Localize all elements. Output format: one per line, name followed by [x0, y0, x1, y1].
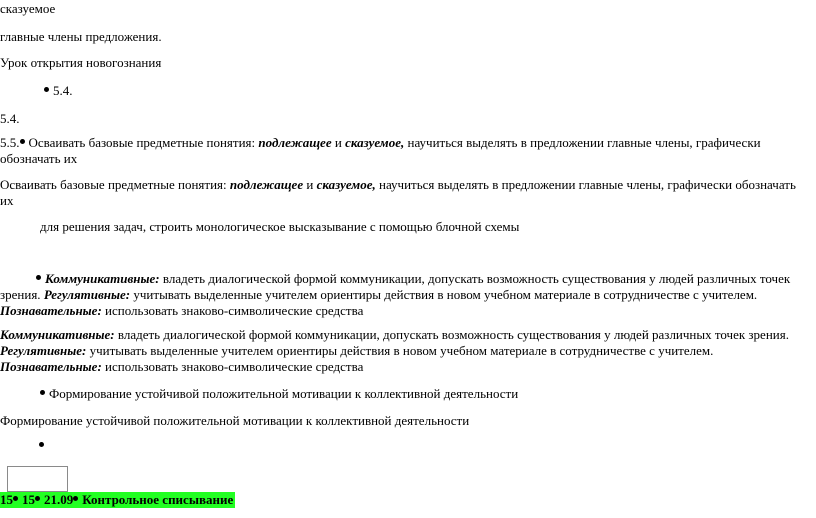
text-line: главные члены предложения. — [0, 29, 162, 44]
term: подлежащее — [258, 135, 332, 150]
lesson-type: Урок открытия новогознания — [0, 55, 162, 70]
para-text: Осваивать базовые предметные понятия: — [28, 135, 259, 150]
para-text: владеть диалогической формой коммуникации, допускать возможность существования у людей различных точек зрения. — [0, 271, 791, 302]
bullet-icon — [73, 496, 78, 501]
heading-regulative: Регулятивные: — [43, 287, 131, 302]
text-line: сказуемое — [0, 1, 56, 16]
term: сказуемое, — [345, 135, 405, 150]
para-text: учитывать выделенные учителем ориентиры действия в новом учебном материале в сотрудничестве с учителем. — [86, 343, 714, 358]
bullet-icon — [13, 496, 18, 501]
bullet-text: 5.4. — [53, 83, 73, 98]
bullet-icon — [35, 496, 40, 501]
bullet-icon — [36, 275, 41, 280]
empty-table-cell — [7, 466, 68, 492]
bullet-icon — [40, 390, 45, 395]
lesson-title: Контрольное списывание — [82, 492, 234, 507]
term: сказуемое, — [316, 177, 376, 192]
heading-cognitive: Познавательные: — [0, 303, 102, 318]
heading-communicative: Коммуникативные: — [45, 271, 160, 286]
bullet-icon — [44, 87, 49, 92]
heading-regulative: Регулятивные: — [0, 343, 87, 358]
paragraph-uud-repeat — [0, 327, 800, 375]
para-text: владеть диалогической формой коммуникации, допускать возможность существования у людей различных точек зрения. — [114, 327, 789, 342]
lesson-date: 21.09 — [44, 492, 74, 507]
bullet-icon — [20, 139, 25, 144]
term: подлежащее — [229, 177, 304, 192]
paragraph-goals-repeat — [0, 177, 800, 209]
empty-bullet — [39, 438, 48, 454]
para-text: научиться выделять в предложении главные члены, графически обозначать их — [0, 135, 761, 166]
para-text: Осваивать базовые предметные понятия: — [0, 177, 230, 192]
lesson-row-highlight — [0, 492, 235, 508]
paragraph-uud — [0, 271, 806, 319]
para-text: и — [303, 177, 317, 192]
lesson-number: 15 — [22, 492, 35, 507]
bullet-icon — [39, 442, 44, 447]
para-text: использовать знаково-символические средства — [101, 303, 364, 318]
paragraph-goals — [0, 135, 800, 167]
bullet-text: Формирование устойчивой положительной мотивации к коллективной деятельности — [49, 386, 519, 401]
lesson-number: 15 — [0, 492, 13, 507]
heading-cognitive: Познавательные: — [0, 359, 102, 374]
para-text: и — [331, 135, 346, 150]
text-line: для решения задач, строить монологическое высказывание с помощью блочной схемы — [40, 219, 520, 234]
text-line: 5.4. — [0, 111, 20, 126]
bullet-item — [40, 386, 518, 402]
para-text: научиться выделять в предложении главные члены, графически обозначать их — [0, 177, 796, 208]
text-line: Формирование устойчивой положительной мотивации к коллективной деятельности — [0, 413, 470, 428]
para-text: учитывать выделенные учителем ориентиры действия в новом учебном материале в сотрудничестве с учителем. — [130, 287, 758, 302]
section-number: 5.5. — [0, 135, 20, 150]
para-text: использовать знаково-символические средства — [101, 359, 364, 374]
heading-communicative: Коммуникативные: — [0, 327, 115, 342]
bullet-item — [44, 83, 73, 99]
